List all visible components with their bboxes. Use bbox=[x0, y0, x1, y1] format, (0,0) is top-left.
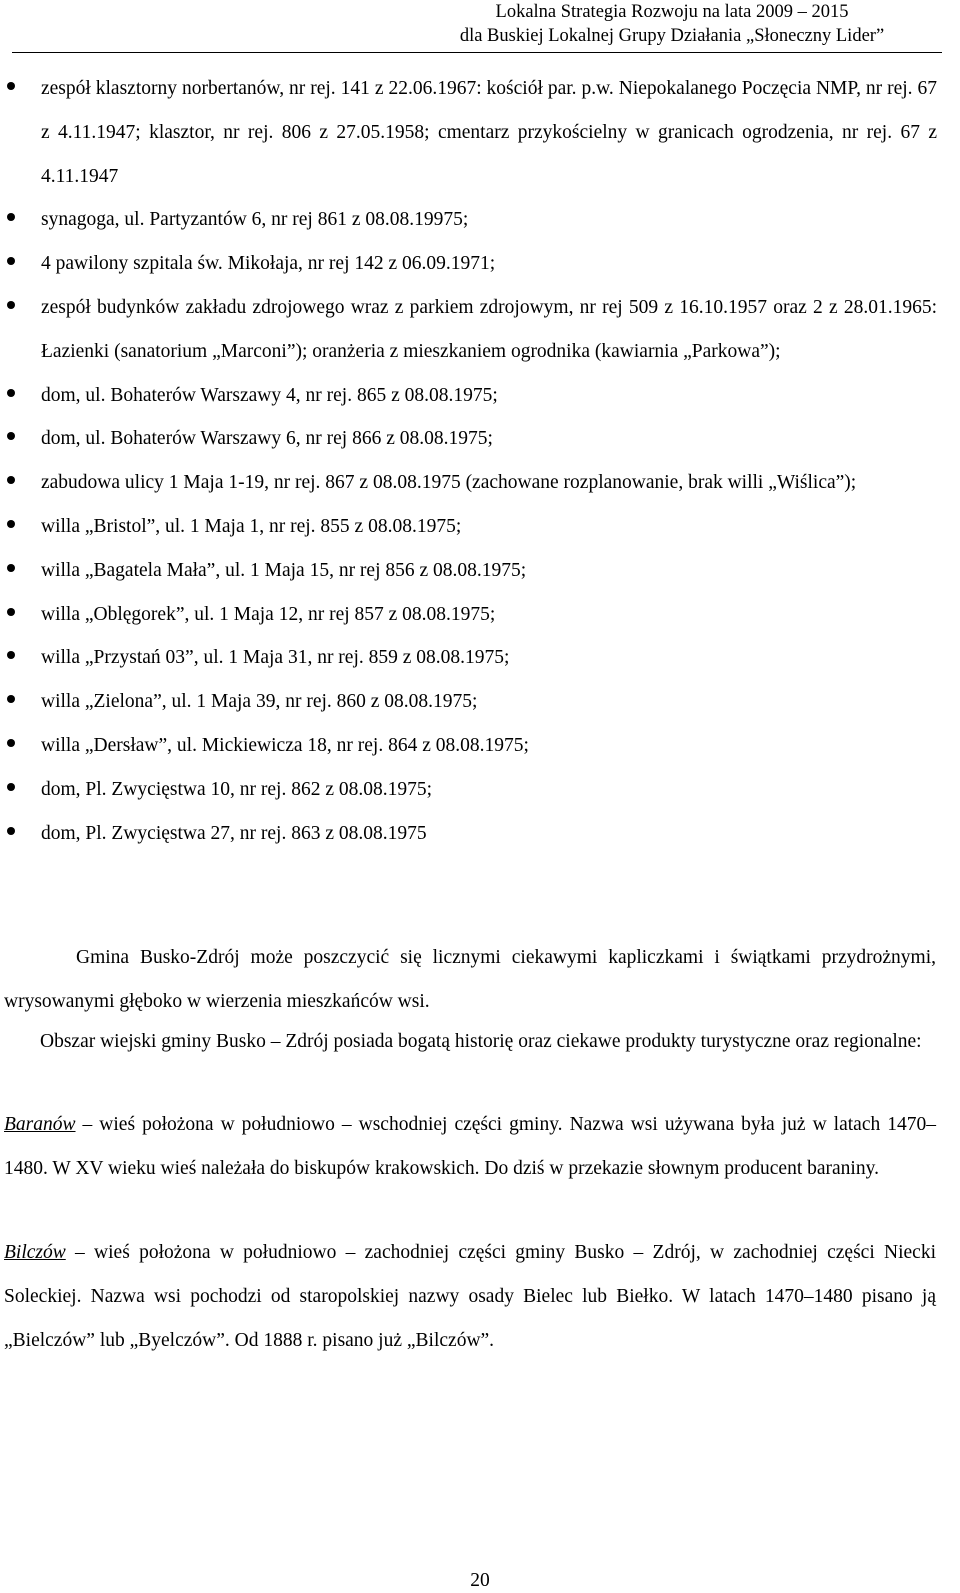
bullet-icon bbox=[7, 432, 15, 440]
list-item-text: dom, ul. Bohaterów Warszawy 4, nr rej. 865 z 08.08.1975; bbox=[41, 384, 498, 406]
list-item-text: synagoga, ul. Partyzantów 6, nr rej 861 z 08.08.19975; bbox=[41, 209, 469, 231]
bullet-icon bbox=[7, 608, 15, 616]
list-item bbox=[41, 549, 937, 593]
list-item bbox=[41, 67, 937, 198]
list-item bbox=[41, 198, 937, 242]
list-item bbox=[41, 812, 937, 856]
village-name: Bilczów bbox=[4, 1242, 66, 1263]
bullet-icon bbox=[7, 301, 15, 309]
paragraph-text: – wieś położona w południowo – wschodniej części gminy. Nazwa wsi używana była już w latach 1470–1480. W XV wieku wieś należała do biskupów krakowskich. Do dziś w przekazie słownym producent baraniny. bbox=[4, 1114, 936, 1179]
list-item-text: willa „Bristol”, ul. 1 Maja 1, nr rej. 855 z 08.08.1975; bbox=[41, 515, 462, 537]
header-title: Lokalna Strategia Rozwoju na lata 2009 – 2015 bbox=[495, 2, 849, 22]
bullet-icon bbox=[7, 783, 15, 791]
monument-list bbox=[0, 67, 960, 855]
bullet-icon bbox=[7, 257, 15, 265]
list-item-text: zespół klasztorny norbertanów, nr rej. 141 z 22.06.1967: kościół par. p.w. Niepokalanego Poczęcia NMP, nr rej. 67 z 4.11.1947; klasztor, nr rej. 806 z 27.05.1958; cmentarz przykościelny w granicach ogrodzenia, nr rej. 67 z 4.11.1947 bbox=[41, 78, 937, 187]
list-item bbox=[41, 417, 937, 461]
paragraph-text: Obszar wiejski gminy Busko – Zdrój posiada bogatą historię oraz ciekawe produkty turystyczne oraz regionalne: bbox=[40, 1031, 922, 1052]
list-item-text: dom, Pl. Zwycięstwa 27, nr rej. 863 z 08.08.1975 bbox=[41, 822, 427, 844]
page-number: 20 bbox=[470, 1570, 490, 1591]
list-item bbox=[41, 680, 937, 724]
paragraph-baranow bbox=[4, 1103, 936, 1191]
list-item-text: zespół budynków zakładu zdrojowego wraz z parkiem zdrojowym, nr rej 509 z 16.10.1957 oraz 2 z 28.01.1965: Łazienki (sanatorium „Marconi”); oranżeria z mieszkaniem ogrodnika (kawiarnia „Parkowa”); bbox=[41, 296, 937, 362]
list-item bbox=[41, 286, 937, 374]
bullet-icon bbox=[7, 564, 15, 572]
village-name: Baranów bbox=[4, 1114, 76, 1135]
list-item bbox=[41, 374, 937, 418]
bullet-icon bbox=[7, 520, 15, 528]
bullet-icon bbox=[7, 651, 15, 659]
list-item-text: dom, ul. Bohaterów Warszawy 6, nr rej 866 z 08.08.1975; bbox=[41, 428, 493, 450]
list-item-text: dom, Pl. Zwycięstwa 10, nr rej. 862 z 08.08.1975; bbox=[41, 778, 433, 800]
list-item-text: willa „Przystań 03”, ul. 1 Maja 31, nr rej. 859 z 08.08.1975; bbox=[41, 647, 510, 669]
list-item bbox=[41, 636, 937, 680]
page-header bbox=[412, 0, 932, 48]
list-item bbox=[41, 505, 937, 549]
list-item-text: willa „Dersław”, ul. Mickiewicza 18, nr rej. 864 z 08.08.1975; bbox=[41, 734, 529, 756]
list-item bbox=[41, 593, 937, 637]
list-item bbox=[41, 768, 937, 812]
bullet-icon bbox=[7, 213, 15, 221]
list-item bbox=[41, 724, 937, 768]
paragraph-text: Gmina Busko-Zdrój może poszczycić się licznymi ciekawymi kapliczkami i świątkami przydrożnymi, wrysowanymi głęboko w wierzenia mieszkańców wsi. bbox=[4, 947, 936, 1012]
bullet-icon bbox=[7, 476, 15, 484]
list-item-text: willa „Oblęgorek”, ul. 1 Maja 12, nr rej 857 z 08.08.1975; bbox=[41, 603, 496, 625]
bullet-icon bbox=[7, 827, 15, 835]
bullet-icon bbox=[7, 695, 15, 703]
paragraph-kapliczki bbox=[4, 936, 936, 1024]
list-item-text: willa „Bagatela Mała”, ul. 1 Maja 15, nr rej 856 z 08.08.1975; bbox=[41, 559, 527, 581]
paragraph-text: – wieś położona w południowo – zachodniej części gminy Busko – Zdrój, w zachodniej części Niecki Soleckiej. Nazwa wsi pochodzi od staropolskiej nazwy osady Bielec lub Biełko. W latach 1470–1480 pisano ją „Bielczów” lub „Byelczów”. Od 1888 r. pisano już „Bilczów”. bbox=[4, 1242, 936, 1351]
bullet-icon bbox=[7, 389, 15, 397]
list-item bbox=[41, 242, 937, 286]
list-item-text: willa „Zielona”, ul. 1 Maja 39, nr rej. 860 z 08.08.1975; bbox=[41, 691, 478, 713]
header-subtitle: dla Buskiej Lokalnej Grupy Działania „Słoneczny Lider” bbox=[459, 26, 885, 46]
header-divider bbox=[12, 52, 942, 53]
list-item bbox=[41, 461, 937, 505]
list-item-text: 4 pawilony szpitala św. Mikołaja, nr rej 142 z 06.09.1971; bbox=[41, 253, 496, 275]
list-item-text: zabudowa ulicy 1 Maja 1-19, nr rej. 867 z 08.08.1975 (zachowane rozplanowanie, brak willi „Wiślica”); bbox=[41, 472, 857, 494]
bullet-icon bbox=[7, 739, 15, 747]
paragraph-obszar bbox=[4, 1020, 936, 1064]
bullet-icon bbox=[7, 82, 15, 90]
paragraph-bilczow bbox=[4, 1231, 936, 1362]
